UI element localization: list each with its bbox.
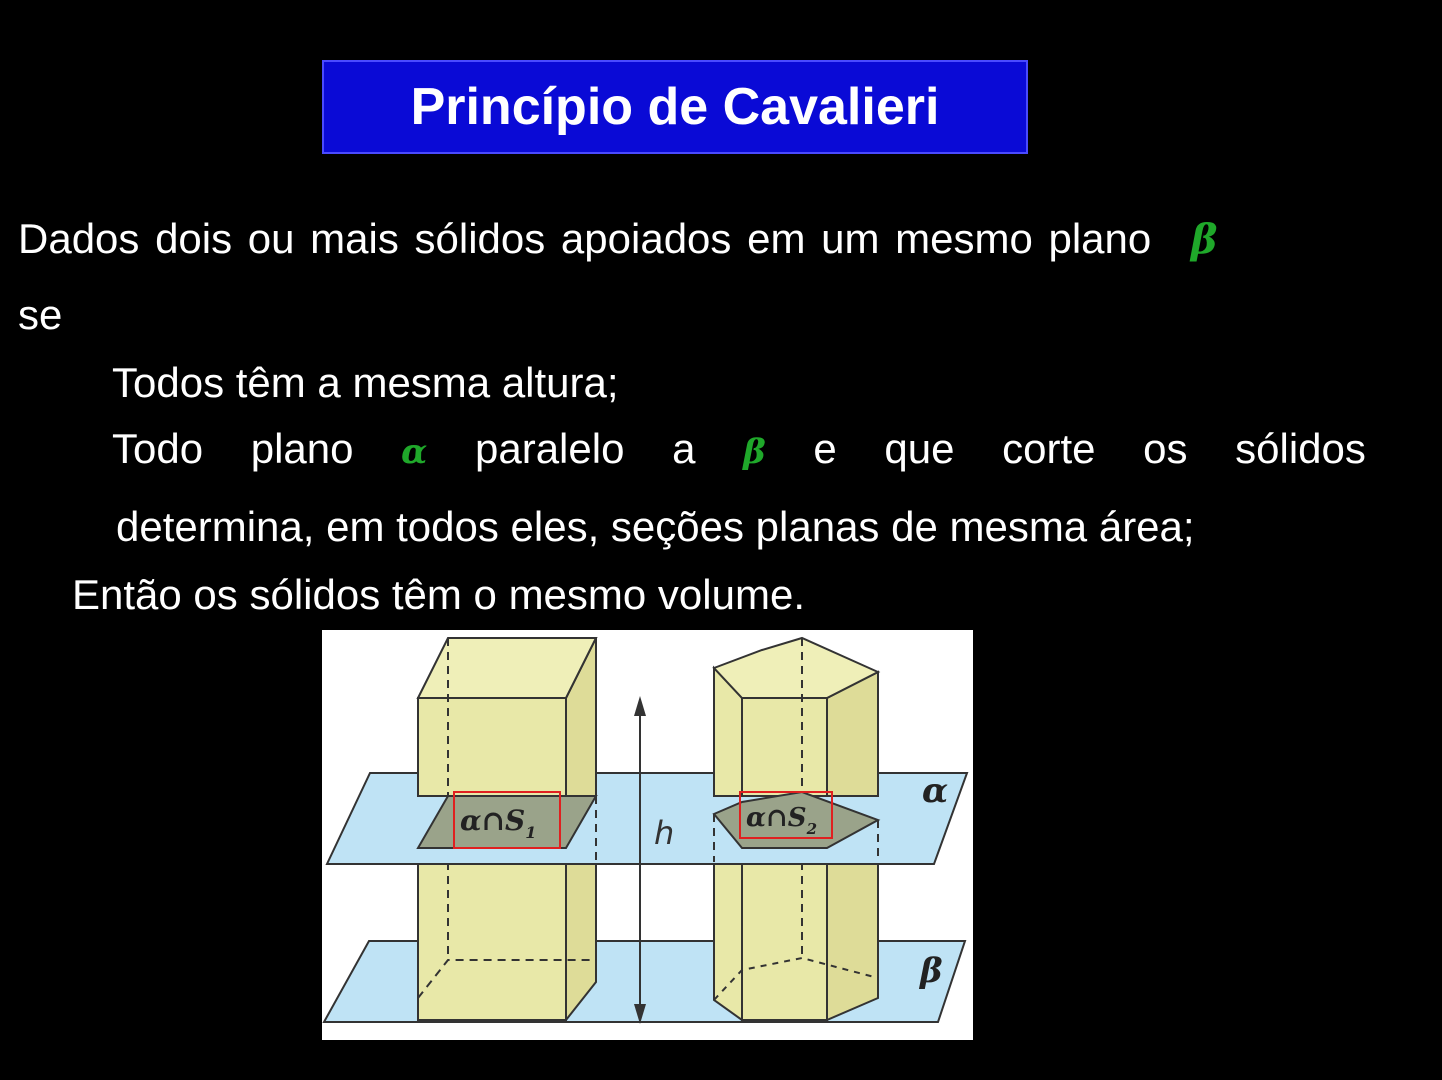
section-2-label: $\alpha\cap S_2$ xyxy=(746,803,818,838)
intro-line: Dados dois ou mais sólidos apoiados em um mesmo plano xyxy=(18,215,1152,262)
intro-text xyxy=(18,215,1218,263)
condition-2-continued: determina, em todos eles, seções planas de mesma área; xyxy=(116,503,1195,550)
plane-alpha-label: α xyxy=(922,771,949,811)
word: que xyxy=(884,425,955,472)
word: e xyxy=(813,425,837,472)
se-text: se xyxy=(18,291,63,338)
cavalieri-diagram xyxy=(322,630,973,1040)
beta-annotation: β xyxy=(1190,216,1218,263)
alpha-annotation: α xyxy=(401,432,428,472)
word: a xyxy=(672,425,696,472)
conclusion: Então os sólidos têm o mesmo volume. xyxy=(72,571,805,618)
word: plano xyxy=(250,425,354,472)
word: os xyxy=(1143,425,1188,472)
word: paralelo xyxy=(474,425,625,472)
beta-annotation: β xyxy=(743,432,766,472)
prism-top-face xyxy=(418,638,596,698)
word: Todo xyxy=(112,425,204,472)
title-banner xyxy=(322,60,1028,154)
condition-1: Todos têm a mesma altura; xyxy=(112,359,619,406)
slide-title: Princípio de Cavalieri xyxy=(410,78,940,136)
hexprism-lower-right xyxy=(827,842,878,1020)
hexprism-upper-front xyxy=(742,698,827,796)
plane-beta-label: β xyxy=(920,951,943,991)
prism-lower-front xyxy=(418,862,566,1020)
condition-2 xyxy=(112,425,1366,472)
word: sólidos xyxy=(1235,425,1366,472)
hexprism-lower-front xyxy=(742,862,827,1020)
height-label: h xyxy=(654,814,675,852)
prism-upper-front xyxy=(418,698,566,796)
word: corte xyxy=(1002,425,1096,472)
section-1-label: $\alpha\cap S_1$ xyxy=(460,804,537,842)
